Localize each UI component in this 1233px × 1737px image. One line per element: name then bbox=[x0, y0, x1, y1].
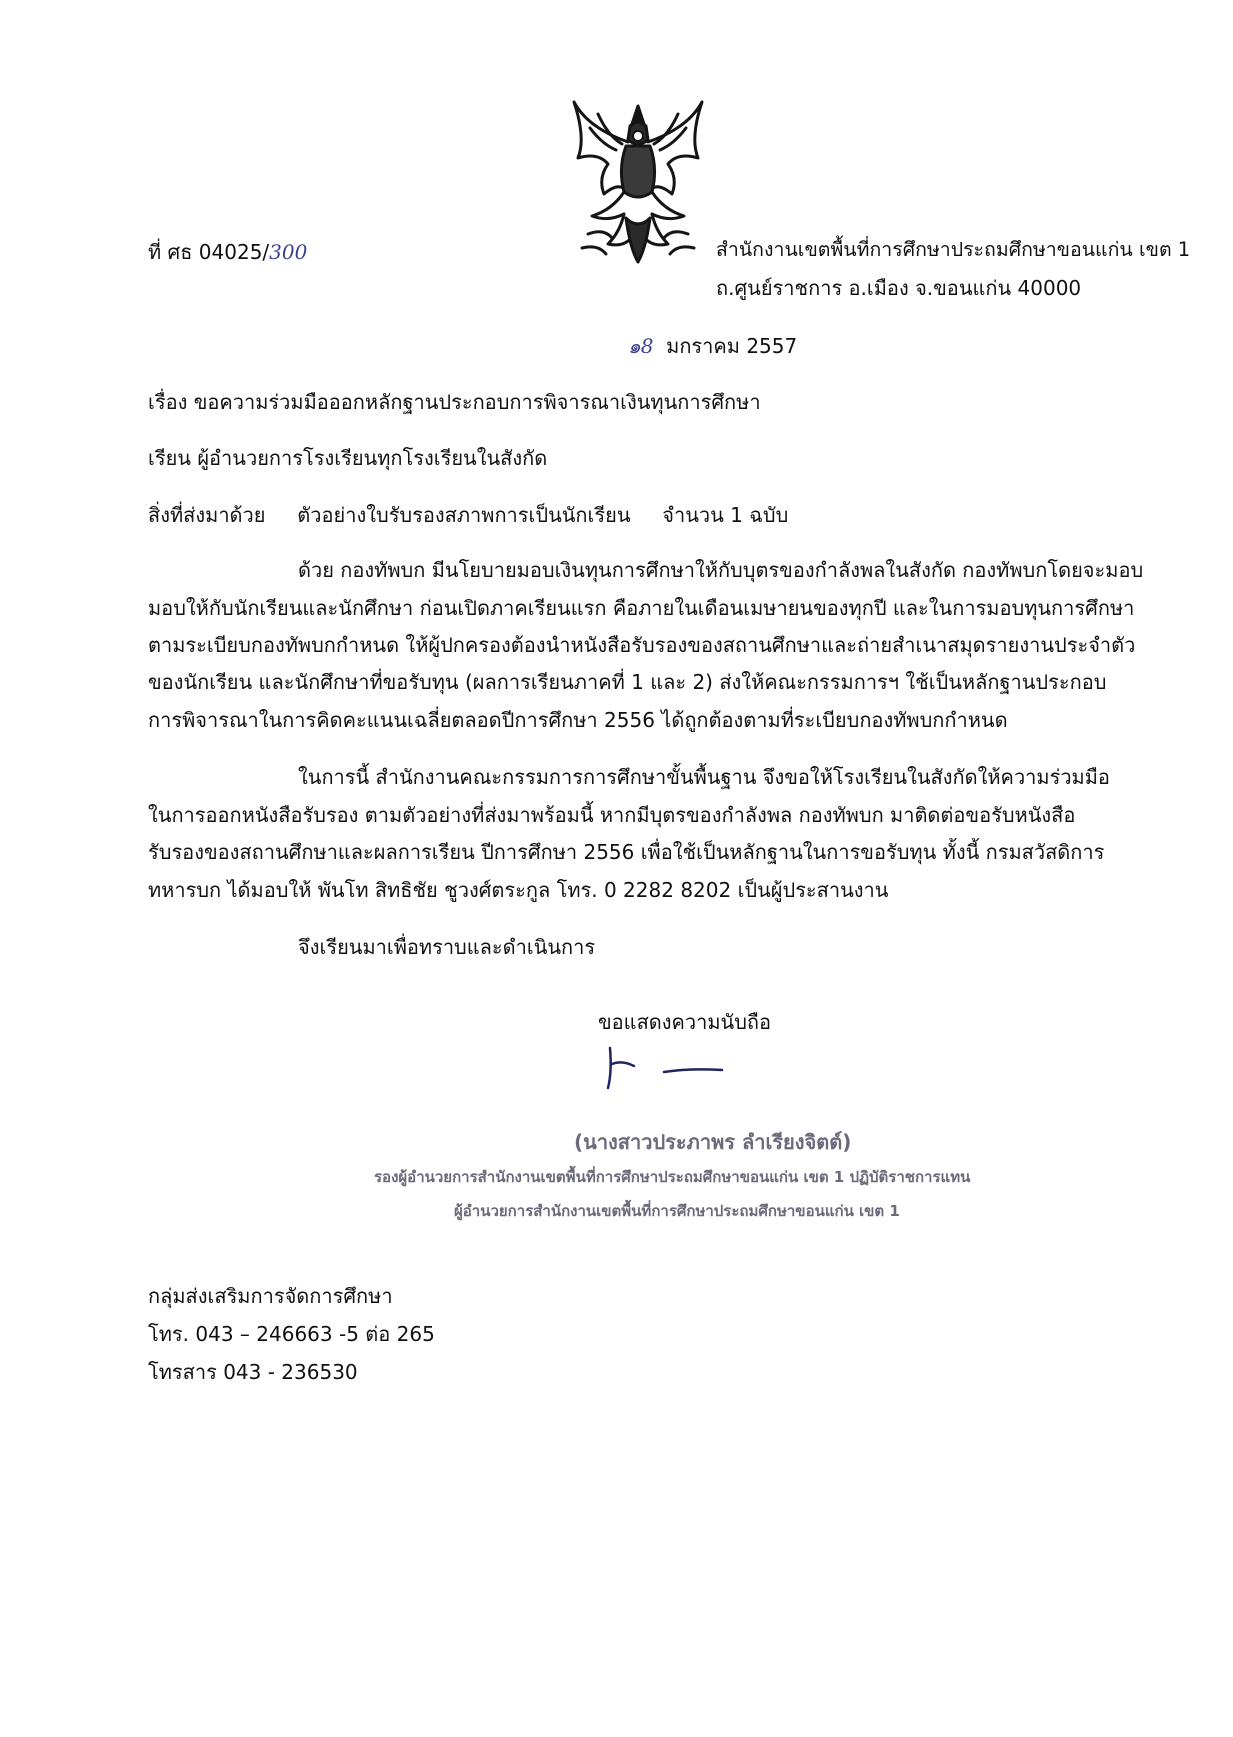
paragraph-line: มอบให้กับนักเรียนและนักศึกษา ก่อนเปิดภาคเรียนแรก คือภายในเดือนเมษายนของทุกปี และในการมอบทุนการศึกษา bbox=[148, 596, 1135, 620]
paragraph-line: ในการนี้ สำนักงานคณะกรรมการการศึกษาขั้นพื้นฐาน จึงขอให้โรงเรียนในสังกัดให้ความร่วมมือ bbox=[298, 765, 1110, 789]
letter-date bbox=[628, 334, 797, 358]
letter-subject: เรื่อง ขอความร่วมมือออกหลักฐานประกอบการพิจารณาเงินทุนการศึกษา bbox=[148, 390, 761, 414]
enclosure-line bbox=[148, 503, 788, 527]
letter-recipient: เรียน ผู้อำนวยการโรงเรียนทุกโรงเรียนในสังกัด bbox=[148, 446, 548, 470]
paragraph-line: ด้วย กองทัพบก มีนโยบายมอบเงินทุนการศึกษาให้กับบุตรของกำลังพลในสังกัด กองทัพบกโดยจะมอบ bbox=[298, 558, 1144, 582]
paragraph-line: ของนักเรียน และนักศึกษาที่ขอรับทุน (ผลการเรียนภาคที่ 1 และ 2) ส่งให้คณะกรรมการฯ ใช้เป็นหลักฐานประกอบ bbox=[148, 670, 1107, 694]
footer-department: กลุ่มส่งเสริมการจัดการศึกษา bbox=[148, 1284, 393, 1308]
date-month-year: มกราคม 2557 bbox=[666, 334, 798, 358]
footer-phone: โทร. 043 – 246663 -5 ต่อ 265 bbox=[148, 1322, 435, 1346]
reference-handwritten-number: 300 bbox=[269, 240, 308, 264]
date-handwritten-day: ๑8 bbox=[628, 334, 654, 358]
paragraph-line: ตามระเบียบกองทัพบกกำหนด ให้ผู้ปกครองต้องนำหนังสือรับรองของสถานศึกษาและถ่ายสำเนาสมุดรายงานประจำตัว bbox=[148, 633, 1136, 657]
footer-fax: โทรสาร 043 - 236530 bbox=[148, 1360, 358, 1384]
paragraph-line: ในการออกหนังสือรับรอง ตามตัวอย่างที่ส่งมาพร้อมนี้ หากมีบุตรของกำลังพล กองทัพบก มาติดต่อขอรับหนังสือ bbox=[148, 803, 1076, 827]
enclosure-label: สิ่งที่ส่งมาด้วย bbox=[148, 503, 266, 527]
closing-sentence: จึงเรียนมาเพื่อทราบและดำเนินการ bbox=[298, 935, 596, 959]
signatory-position-line2: ผู้อำนวยการสำนักงานเขตพื้นที่การศึกษาประถมศึกษาขอนแก่น เขต 1 bbox=[454, 1202, 900, 1220]
signatory-name: (นางสาวประภาพร ลำเรียงจิตต์) bbox=[574, 1130, 852, 1154]
regards-text: ขอแสดงความนับถือ bbox=[598, 1010, 772, 1034]
enclosure-item: ตัวอย่างใบรับรองสภาพการเป็นนักเรียน bbox=[297, 503, 631, 527]
paragraph-line: รับรองของสถานศึกษาและผลการเรียน ปีการศึกษา 2556 เพื่อใช้เป็นหลักฐานในการขอรับทุน ทั้งนี้ กรมสวัสดิการ bbox=[148, 840, 1105, 864]
enclosure-count: จำนวน 1 ฉบับ bbox=[662, 503, 789, 527]
office-address-line2: ถ.ศูนย์ราชการ อ.เมือง จ.ขอนแก่น 40000 bbox=[716, 276, 1082, 300]
office-address-line1: สำนักงานเขตพื้นที่การศึกษาประถมศึกษาขอนแก่น เขต 1 bbox=[716, 238, 1191, 261]
signatory-position-line1: รองผู้อำนวยการสำนักงานเขตพื้นที่การศึกษาประถมศึกษาขอนแก่น เขต 1 ปฏิบัติราชการแทน bbox=[374, 1168, 971, 1186]
reference-number bbox=[148, 240, 307, 264]
paragraph-line: ทหารบก ได้มอบให้ พันโท สิทธิชัย ชูวงศ์ตระกูล โทร. 0 2282 8202 เป็นผู้ประสานงาน bbox=[148, 878, 889, 902]
paragraph-line: การพิจารณาในการคิดคะแนนเฉลี่ยตลอดปีการศึกษา 2556 ได้ถูกต้องตามที่ระเบียบกองทัพบกกำหนด bbox=[148, 708, 1008, 732]
handwritten-signature bbox=[600, 1042, 750, 1092]
garuda-emblem-icon bbox=[568, 98, 708, 268]
reference-prefix: ที่ ศธ 04025/ bbox=[148, 240, 270, 264]
